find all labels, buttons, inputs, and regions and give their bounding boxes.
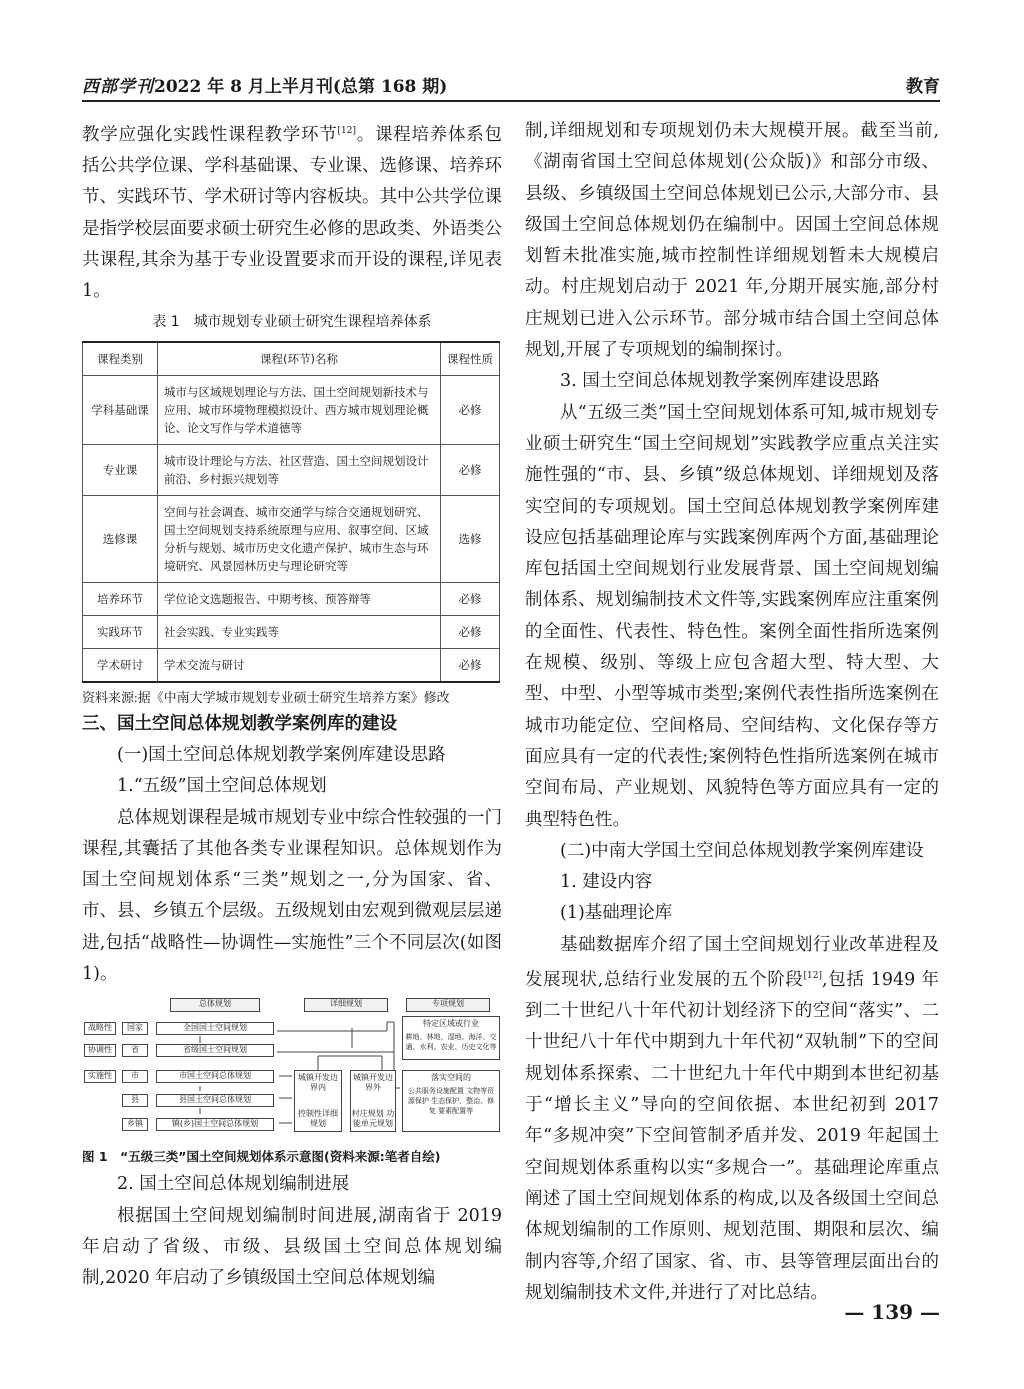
subsubsection-heading: 1.“五级”国土空间总体规划 (117, 776, 327, 797)
paragraph: 总体规划课程是城市规划专业中综合性较强的一门课程,其囊括了其他各类专业课程知识。总体规划作为国土空间规划体系“三类”规划之一,分为国家、省、市、县、乡镇五个层级。五级规划由宏观到微观层层递进,包括“战略性—协调性—实施性”三个不同层次(如图 1)。 (82, 807, 502, 984)
plan-box: 市国土空间总体规划 (156, 1070, 274, 1083)
subsubsection-heading: 2. 国土空间总体规划编制进展 (117, 1174, 350, 1195)
level-admin: 国家 (122, 1022, 148, 1035)
table-cell: 空间与社会调查、城市交通学与综合交通规划研究、国土空间规划支持系统原理与应用、叙事空间、区域分析与规划、城市历史文化遗产保护、城市生态与环境研究、风景园林历史与理论研究等 (158, 495, 441, 582)
paragraph-text: 基础数据库介绍了国土空间规划行业改革进程及发展现状,总结行业发展的五个阶段 (525, 934, 939, 990)
journal-brand: 西部学刊 (82, 77, 154, 97)
paragraph: 根据国土空间规划编制时间进展,湖南省于 2019 年启动了省级、市级、县级国土空间总体规划编制,2020 年启动了乡镇级国土空间总体规划编 (82, 1205, 502, 1289)
table-cell: 学科基础课 (83, 375, 158, 444)
detail-inside-sub: 控制性详细规划 (298, 1109, 338, 1129)
plan-box: 县国土空间总体规划 (156, 1094, 274, 1107)
table-header: 课程类别 (83, 342, 158, 376)
table-cell: 专业课 (83, 444, 158, 495)
table-row (83, 648, 500, 682)
column-head-master: 总体规划 (170, 998, 260, 1012)
table-row (83, 444, 500, 495)
table-header-row (83, 342, 500, 376)
detail-plan-outside (350, 1070, 396, 1132)
detail-plan-inside (294, 1070, 342, 1132)
subsection-heading: (一)国土空间总体规划教学案例库建设思路 (117, 744, 446, 765)
plan-box: 镇(乡)国土空间总体规划 (156, 1118, 274, 1131)
special-plan-regional (402, 1016, 500, 1060)
table-cell: 培养环节 (83, 582, 158, 615)
table-cell: 学术交流与研讨 (158, 648, 441, 682)
level-admin: 乡镇 (122, 1118, 148, 1131)
plan-box: 省级国土空间规划 (156, 1044, 274, 1057)
table-cell: 必修 (441, 582, 500, 615)
left-column (82, 116, 502, 1294)
table-row (83, 615, 500, 648)
table-cell: 必修 (441, 615, 500, 648)
table-row (83, 495, 500, 582)
paragraph-text: 。课程培养体系包括公共学位课、学科基础课、专业课、选修课、培养环节、实践环节、学术研讨等内容板块。其中公共学位课是指学校层面要求硕士研究生必修的思政类、外语类公共课程,其余为基于专业设置要求而开设的课程,详见表 1。 (82, 124, 503, 302)
section-tag: 教育 (906, 77, 940, 97)
table-cell: 必修 (441, 648, 500, 682)
paragraph: 从“五级三类”国土空间规划体系可知,城市规划专业硕士研究生“国土空间规划”实践教学应重点关注实施性强的“市、县、乡镇”级总体规划、详细规划及落实空间的专项规划。国土空间总体规划教学案例库建设应包括基础理论库与实践案例库两个方面,基础理论库包括国土空间规划行业发展背景、国土空间规划编制体系、规划编制技术文件等,实践案例库应注重案例的全面性、代表性、特色性。案例全面性指所选案例在规模、级别、等级上应包含超大型、特大型、大型、中型、小型等城市类型;案例代表性指所选案例在城市功能定位、空间格局、空间结构、文化保存等方面应具有一定的代表性;案例特色性指所选案例在城市空间布局、产业规划、风貌特色等方面应具有一定的典型特色性。 (525, 402, 939, 830)
detail-inside-title: 城镇开发边界内 (298, 1073, 338, 1093)
table-cell: 必修 (441, 444, 500, 495)
special-regional-title: 特定区域或行业 (423, 1019, 479, 1029)
section-heading: 三、国土空间总体规划教学案例库的建设 (82, 713, 397, 734)
table-row (83, 582, 500, 615)
detail-outside-sub: 村庄规划 功能单元规划 (351, 1109, 395, 1129)
paragraph: 制,详细规划和专项规划仍未大规模开展。截至当前,《湖南省国土空间总体规划(公众版)》和部分市级、县级、乡镇级国土空间总体规划已公示,大部分市、县级国土空间总体规划仍在编制中。因国土空间总体规划暂未批准实施,城市控制性详细规划暂未大规模启动。村庄规划启动于 2021 年,分期开展实施,部分村庄规划已进入公示环节。部分城市结合国土空间总体规划,开展了专项规划的编制探讨。 (525, 121, 939, 361)
page-header (82, 70, 940, 98)
level-admin: 县 (122, 1094, 148, 1107)
table-header: 课程(环节)名称 (158, 342, 441, 376)
level-nature: 战略性 (84, 1022, 116, 1035)
citation: [12] (803, 971, 822, 982)
detail-outside-title: 城镇开发边界外 (353, 1073, 393, 1093)
table-cell: 实践环节 (83, 615, 158, 648)
subsubsection-heading: (1)基础理论库 (560, 903, 673, 924)
table-cell: 选修课 (83, 495, 158, 582)
paragraph (525, 930, 939, 1309)
subsection-heading: (二)中南大学国土空间总体规划教学案例库建设 (560, 840, 924, 861)
special-regional-sub: 耕地、林地、湿地、海洋、交通、水利、农业、历史文化等 (405, 1033, 497, 1052)
table-cell: 必修 (441, 375, 500, 444)
paragraph-text: ,包括 1949 年到二十世纪八十年代初计划经济下的空间“落实”、二十世纪八十年代中期到九十年代初“双轨制”下的空间规划体系探索、二十世纪九十年代中期到本世纪初基于“增长主义”导向的空间依据、本世纪初到 2017 年“多规冲突”下空间管制矛盾并发、2019 年起国土空间规划体系重构以实“多规合一”。基础理论库重点阐述了国土空间规划体系的构成,以及各级国土空间总体规划编制的工作原则、规划范围、期限和层次、编制内容等,介绍了国家、省、市、县等管理层面出台的规划编制技术文件,并进行了对比总结。 (525, 969, 939, 1303)
table-source: 资料来源:据《中南大学城市规划专业硕士研究生培养方案》修改 (82, 689, 450, 705)
page-number: — 139 — (844, 1300, 940, 1324)
special-spatial-title: 落实空间的 (431, 1073, 471, 1083)
table-row (83, 375, 500, 444)
table-cell: 学术研讨 (83, 648, 158, 682)
paragraph (82, 116, 502, 308)
table-caption: 表 1 城市规划专业硕士研究生课程培养体系 (152, 313, 432, 330)
issue-info: 2022 年 8 月上半月刊(总第 168 期) (154, 77, 448, 97)
level-admin: 省 (122, 1044, 148, 1057)
table-cell: 选修 (441, 495, 500, 582)
level-nature: 实施性 (84, 1070, 116, 1083)
special-spatial-sub: 公共服务设施配置 文物等资源保护 生态保护、整治、修复 要素配置等 (407, 1087, 495, 1116)
special-plan-spatial (402, 1070, 500, 1132)
figure-caption: 图 1 “五级三类”国土空间规划体系示意图(资料来源:笔者自绘) (82, 1149, 441, 1165)
right-column (525, 116, 939, 1309)
level-nature: 协调性 (84, 1044, 116, 1057)
curriculum-table (82, 341, 500, 683)
header-rule (82, 100, 940, 102)
figure-planning-system (82, 998, 502, 1143)
level-admin: 市 (122, 1070, 148, 1083)
column-head-detail: 详细规划 (304, 998, 388, 1012)
subsubsection-heading: 3. 国土空间总体规划教学案例库建设思路 (560, 371, 880, 392)
citation: [12] (337, 126, 356, 136)
subsubsection-heading: 1. 建设内容 (560, 872, 653, 893)
table-header: 课程性质 (441, 342, 500, 376)
plan-box: 全国国土空间规划 (156, 1022, 274, 1035)
table-cell: 城市设计理论与方法、社区营造、国土空间规划设计前沿、乡村振兴规划等 (158, 444, 441, 495)
table-cell: 学位论文选题报告、中期考核、预答辩等 (158, 582, 441, 615)
table-cell: 社会实践、专业实践等 (158, 615, 441, 648)
table-cell: 城市与区域规划理论与方法、国土空间规划新技术与应用、城市环境物理模拟设计、西方城市规划理论概论、论文写作与学术道德等 (158, 375, 441, 444)
paragraph-text: 教学应强化实践性课程教学环节 (82, 124, 338, 145)
column-head-special: 专项规划 (406, 998, 490, 1012)
